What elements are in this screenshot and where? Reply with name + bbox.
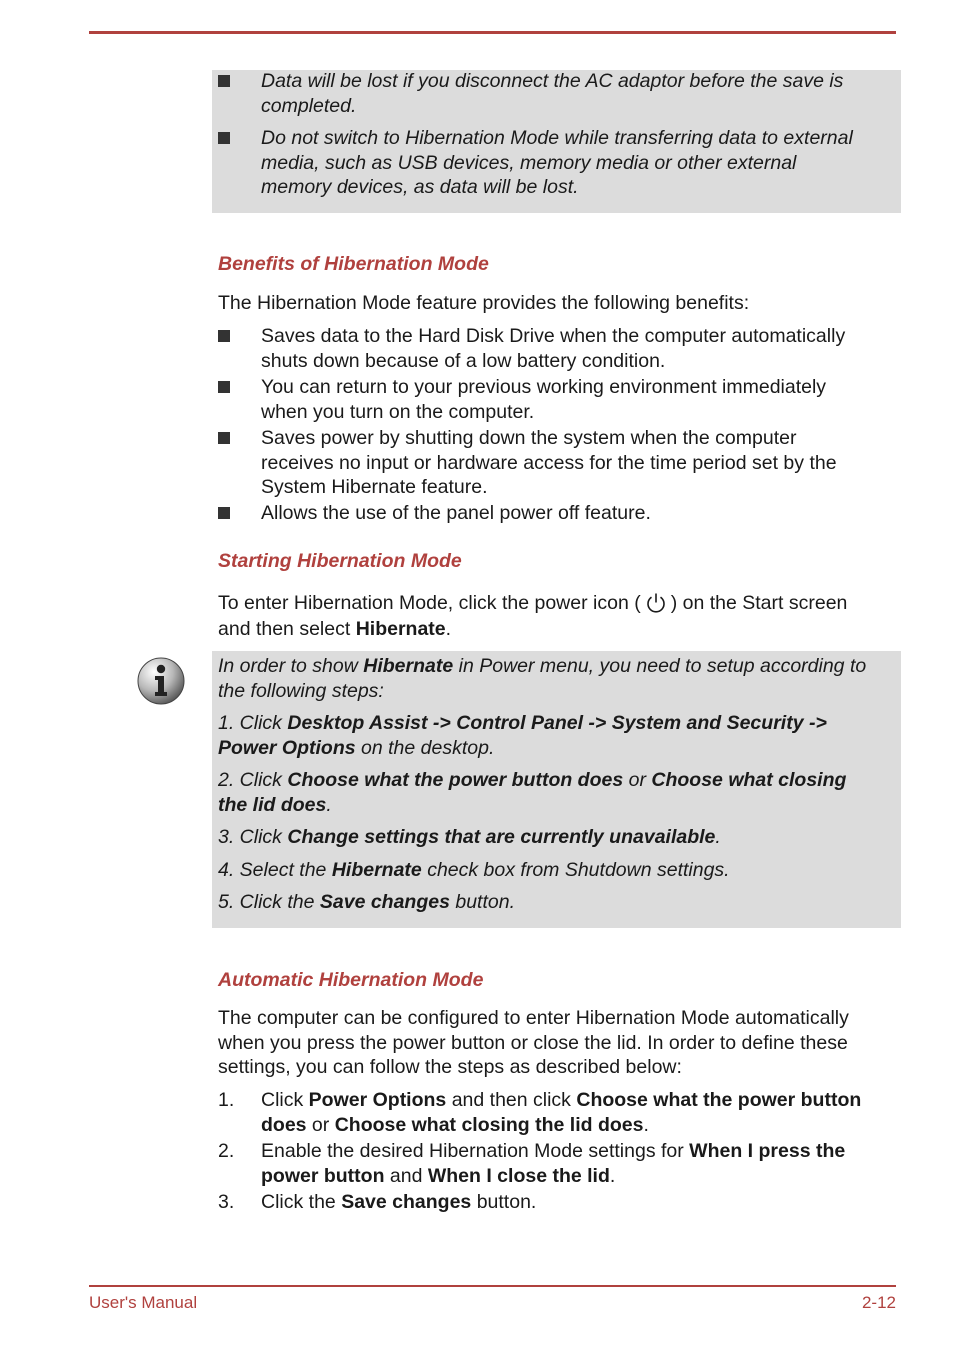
step-item: Click the Save changes button. (261, 1191, 537, 1213)
warning-item: Data will be lost if you disconnect the AC adaptor before the save is completed. (261, 70, 844, 117)
header-rule (89, 31, 896, 34)
section-heading: Benefits of Hibernation Mode (218, 253, 489, 275)
section-heading: Automatic Hibernation Mode (218, 969, 484, 991)
step-number: 3. (218, 1191, 235, 1213)
paragraph: To enter Hibernation Mode, click the power icon ( ) on the Start screen and then select Hibernate. (218, 592, 848, 640)
bullet-icon (218, 381, 230, 393)
warning-item: Do not switch to Hibernation Mode while transferring data to external media, such as USB devices, memory media or other external memory devices, as data will be lost. (261, 127, 853, 198)
note-step: 2. Click Choose what the power button does or Choose what closing the lid does. (218, 769, 847, 816)
note-step: 3. Click Change settings that are currently unavailable. (218, 826, 721, 848)
list-item: You can return to your previous working environment immediately when you turn on the computer. (261, 376, 827, 423)
list-item: Saves data to the Hard Disk Drive when the computer automatically shuts down because of a low battery condition. (261, 325, 846, 372)
footer-rule (89, 1285, 896, 1287)
footer-title: User's Manual (89, 1293, 198, 1312)
bullet-icon (218, 507, 230, 519)
section-heading: Starting Hibernation Mode (218, 550, 462, 572)
list-item: Saves power by shutting down the system when the computer receives no input or hardware access for the time period set by the System Hibernate feature. (261, 427, 837, 498)
list-item: Allows the use of the panel power off feature. (261, 502, 651, 524)
step-item: Click Power Options and then click Choose what the power button does or Choose what closing the lid does. (261, 1089, 862, 1136)
note-step: 4. Select the Hibernate check box from Shutdown settings. (218, 859, 730, 881)
step-number: 1. (218, 1089, 235, 1111)
note-step: 1. Click Desktop Assist -> Control Panel -> System and Security -> Power Options on the desktop. (218, 712, 827, 759)
bullet-icon (218, 75, 230, 87)
step-number: 2. (218, 1140, 235, 1162)
info-icon (136, 656, 186, 706)
bullet-icon (218, 330, 230, 342)
step-item: Enable the desired Hibernation Mode settings for When I press the power button and When I close the lid. (261, 1140, 846, 1187)
note-step: 5. Click the Save changes button. (218, 891, 516, 913)
page-number: 2-12 (861, 1293, 896, 1312)
paragraph: The Hibernation Mode feature provides the following benefits: (218, 292, 750, 314)
note-paragraph: In order to show Hibernate in Power menu, you need to setup according to the following steps: (218, 655, 867, 702)
bullet-icon (218, 432, 230, 444)
bullet-icon (218, 132, 230, 144)
power-icon (645, 592, 667, 614)
paragraph: The computer can be configured to enter Hibernation Mode automatically when you press the power button or close the lid. In order to define these settings, you can follow the steps as described below: (218, 1007, 849, 1078)
